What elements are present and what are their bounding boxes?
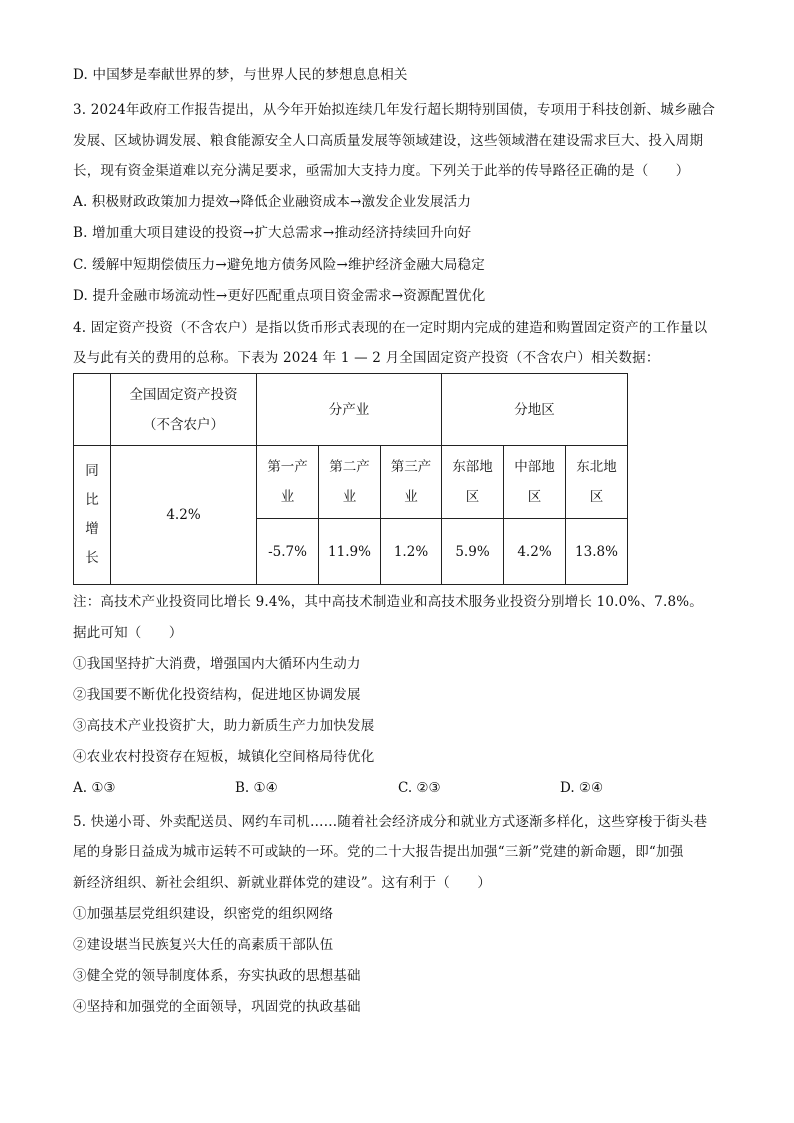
header-total-line-1: 全国固定资产投资 — [129, 386, 238, 403]
subheader-tertiary-industry — [381, 446, 442, 519]
q4-prompt: 据此可知（ ） — [73, 625, 183, 641]
value-northeast-region: 13.8% — [566, 519, 628, 585]
subheader-line: 第一产 — [267, 459, 308, 475]
q5-stem-line-1: 5. 快递小哥、外卖配送员、网约车司机……随着社会经济成分和就业方式逐渐多样化，这些穿梭于街头巷 — [73, 814, 708, 830]
q4-option-c: C. ②③ — [398, 780, 441, 796]
q4-stem-line-2: 及与此有关的费用的总称。下表为 2024 年 1 — 2 月全国固定资产投资（不含农户）相关数据： — [73, 350, 660, 366]
investment-table — [73, 373, 628, 585]
subheader-northeast-region — [566, 446, 628, 519]
value-tertiary-industry: 1.2% — [381, 519, 442, 585]
q3-option-b: B. 增加重大项目建设的投资→扩大总需求→推动经济持续回升向好 — [73, 225, 472, 241]
subheader-secondary-industry — [319, 446, 381, 519]
q5-stem-line-2: 尾的身影日益成为城市运转不可或缺的一环。党的二十大报告提出加强“三新”党建的新命题，即“加强 — [73, 844, 684, 860]
q4-option-b: B. ①④ — [235, 780, 278, 796]
subheader-primary-industry — [257, 446, 319, 519]
subheader-line: 业 — [280, 489, 295, 505]
subheader-line: 区 — [589, 489, 604, 505]
q3-stem-line-3: 长，现有资金渠道难以充分满足要求，亟需加大支持力度。下列关于此举的传导路径正确的是（ ） — [73, 163, 690, 179]
header-total — [111, 374, 257, 446]
q4-table-note: 注：高技术产业投资同比增长 9.4%，其中高技术制造业和高技术服务业投资分别增长 10.0%、7.8%。 — [73, 594, 703, 610]
q4-answer-options — [73, 778, 673, 798]
subheader-east-region — [442, 446, 504, 519]
subheader-line: 中部地 — [514, 459, 555, 475]
q4-stem-line-1: 4. 固定资产投资（不含农户）是指以货币形式表现的在一定时期内完成的建造和购置固定资产的工作量以 — [73, 320, 708, 336]
header-by-industry: 分产业 — [257, 374, 442, 446]
subheader-line: 区 — [465, 489, 480, 505]
q5-stem-line-3: 新经济组织、新社会组织、新就业群体党的建设”。这有利于（ ） — [73, 875, 492, 891]
value-primary-industry: -5.7% — [257, 519, 319, 585]
subheader-line: 区 — [527, 489, 542, 505]
subheader-line: 东部地 — [452, 459, 493, 475]
q4-statement-4: ④农业农村投资存在短板，城镇化空间格局待优化 — [73, 749, 375, 765]
header-by-region: 分地区 — [442, 374, 628, 446]
q4-option-a: A. ①③ — [73, 780, 116, 796]
q2-option-d: D. 中国梦是奉献世界的梦，与世界人民的梦想息息相关 — [73, 67, 408, 83]
q5-statement-1: ①加强基层党组织建设，织密党的组织网络 — [73, 906, 334, 922]
row-label-char: 长 — [85, 550, 99, 566]
row-label-char: 比 — [85, 492, 99, 508]
q3-option-c: C. 缓解中短期偿债压力→避免地方债务风险→维护经济金融大局稳定 — [73, 257, 485, 273]
row-label-char: 同 — [85, 463, 99, 479]
q4-statement-1: ①我国坚持扩大消费，增强国内大循环内生动力 — [73, 656, 361, 672]
q4-option-d: D. ②④ — [560, 780, 604, 796]
subheader-line: 第二产 — [329, 459, 370, 475]
value-secondary-industry: 11.9% — [319, 519, 381, 585]
subheader-line: 业 — [404, 489, 418, 505]
subheader-line: 东北地 — [576, 459, 617, 475]
subheader-central-region — [504, 446, 566, 519]
q5-statement-4: ④坚持和加强党的全面领导，巩固党的执政基础 — [73, 999, 361, 1015]
subheader-line: 业 — [342, 489, 357, 505]
q4-statement-2: ②我国要不断优化投资结构，促进地区协调发展 — [73, 687, 361, 703]
q3-option-d: D. 提升金融市场流动性→更好匹配重点项目资金需求→资源配置优化 — [73, 288, 486, 304]
total-growth-value: 4.2% — [111, 446, 257, 585]
table-corner-cell — [74, 374, 111, 446]
subheader-line: 第三产 — [390, 459, 432, 475]
header-total-line-2: （不含农户） — [143, 416, 224, 433]
row-label-yoy-growth — [74, 446, 111, 585]
q3-stem-line-2: 发展、区域协调发展、粮食能源安全人口高质量发展等领域建设，这些领域潜在建设需求巨大、投入周期 — [73, 133, 704, 149]
value-east-region: 5.9% — [442, 519, 504, 585]
q5-statement-3: ③健全党的领导制度体系，夯实执政的思想基础 — [73, 968, 361, 984]
q4-statement-3: ③高技术产业投资扩大，助力新质生产力加快发展 — [73, 718, 375, 734]
row-label-char: 增 — [85, 521, 99, 537]
q5-statement-2: ②建设堪当民族复兴大任的高素质干部队伍 — [73, 937, 334, 953]
q3-option-a: A. 积极财政政策加力提效→降低企业融资成本→激发企业发展活力 — [73, 194, 472, 210]
q3-stem-line-1: 3. 2024年政府工作报告提出，从今年开始拟连续几年发行超长期特别国债，专项用于科技创新、城乡融合 — [73, 102, 716, 118]
value-central-region: 4.2% — [504, 519, 566, 585]
